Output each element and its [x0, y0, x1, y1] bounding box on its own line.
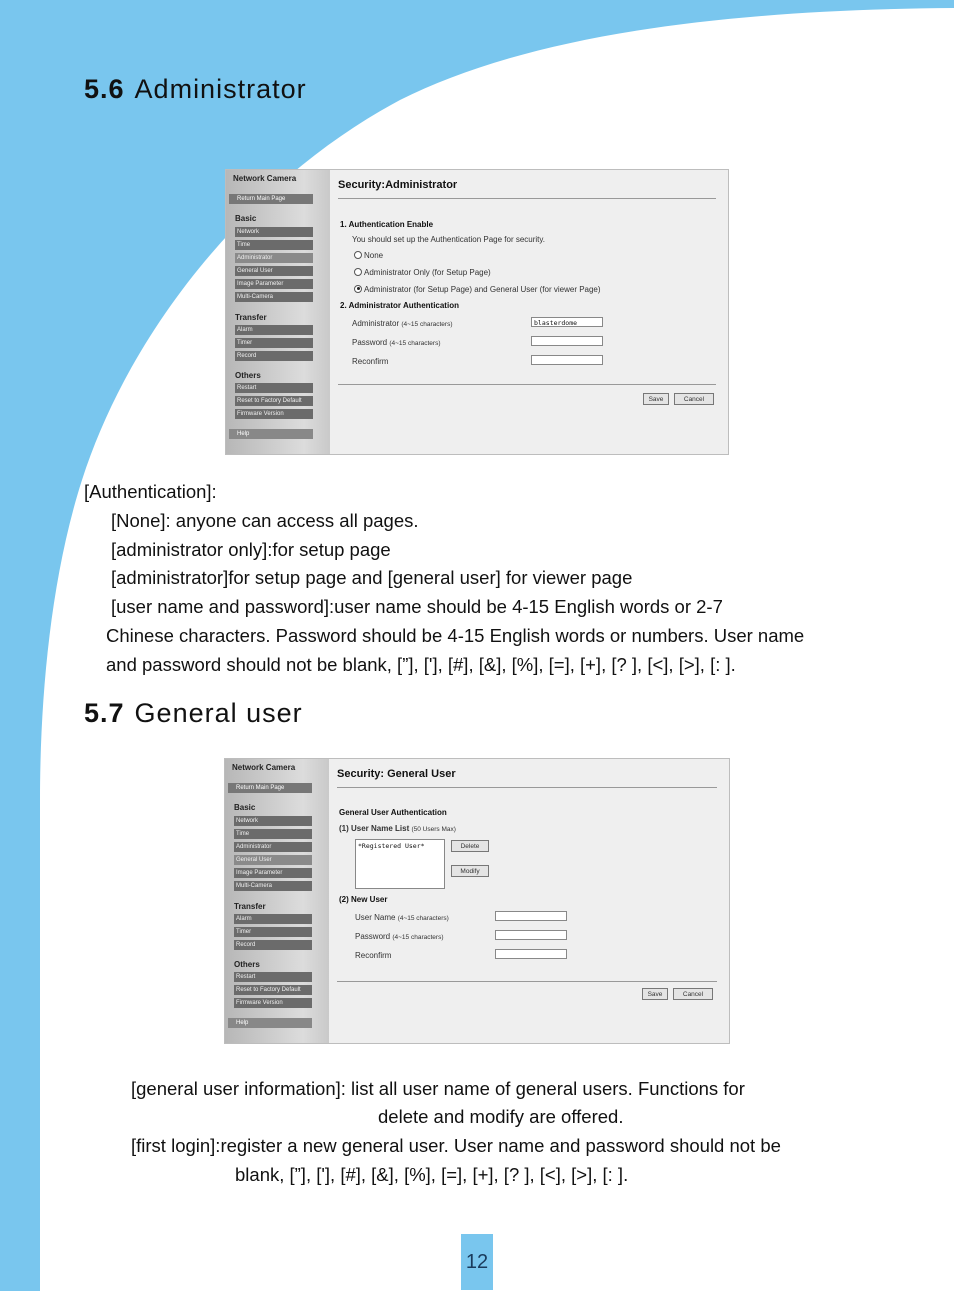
general-auth-heading: General User Authentication: [339, 808, 447, 817]
page-title: Security: General User: [337, 768, 456, 780]
sidebar-item-administrator[interactable]: Administrator: [234, 842, 312, 852]
radio-selected-icon[interactable]: [354, 285, 362, 293]
section-heading-administrator: [84, 74, 307, 105]
administrator-label: Administrator (4~15 characters): [352, 319, 453, 328]
step1-description: You should set up the Authentication Page for security.: [352, 235, 546, 244]
sidebar-item-administrator[interactable]: Administrator: [235, 253, 313, 263]
sidebar-item-time[interactable]: Time: [235, 240, 313, 250]
sidebar-item-firmware-version[interactable]: Firmware Version: [235, 409, 313, 419]
section-number: 5.6: [84, 74, 125, 104]
general-user-main-panel: [329, 759, 729, 1043]
divider: [337, 787, 717, 788]
sidebar-item-general-user[interactable]: General User: [234, 855, 312, 865]
step2-heading: 2. Administrator Authentication: [340, 301, 459, 310]
sidebar: [226, 170, 330, 454]
cancel-button[interactable]: Cancel: [674, 393, 714, 405]
sidebar-item-network[interactable]: Network: [234, 816, 312, 826]
help-link[interactable]: Help: [229, 429, 313, 439]
username-label: User Name (4~15 characters): [355, 913, 449, 922]
user-name-listbox[interactable]: *Registered User*: [355, 839, 445, 889]
auth-line-3: [administrator]for setup page and [general user] for viewer page: [111, 567, 633, 588]
reconfirm-input[interactable]: [495, 949, 567, 959]
group-transfer: Transfer: [234, 902, 266, 911]
section-title: Administrator: [134, 74, 307, 104]
general-line-3: blank, [”], ['], [#], [&], [%], [=], [+], [? ], [<], [>], [: ].: [235, 1164, 629, 1185]
help-link[interactable]: Help: [228, 1018, 312, 1028]
sidebar-item-factory-default[interactable]: Reset to Factory Default: [234, 985, 312, 995]
new-user-heading: (2) New User: [339, 895, 388, 904]
sidebar-item-restart[interactable]: Restart: [234, 972, 312, 982]
delete-button[interactable]: Delete: [451, 840, 489, 852]
page-title: Security:Administrator: [338, 179, 458, 191]
save-button[interactable]: Save: [643, 393, 669, 405]
option-admin-and-general[interactable]: Administrator (for Setup Page) and General User (for viewer Page): [354, 285, 601, 294]
administrator-screenshot: [225, 169, 729, 455]
return-main-page-link[interactable]: Return Main Page: [228, 783, 312, 793]
sidebar-item-image-parameter[interactable]: Image Parameter: [234, 868, 312, 878]
sidebar-item-multi-camera[interactable]: Multi-Camera: [234, 881, 312, 891]
section-title: General user: [134, 698, 303, 728]
sidebar-item-time[interactable]: Time: [234, 829, 312, 839]
general-line-0: [general user information]: list all user name of general users. Functions for: [131, 1078, 745, 1099]
password-label: Password (4~15 characters): [355, 932, 444, 941]
auth-line-4: [user name and password]:user name should be 4-15 English words or 2-7: [111, 596, 723, 617]
option-admin-only[interactable]: Administrator Only (for Setup Page): [354, 268, 491, 277]
radio-icon[interactable]: [354, 268, 362, 276]
password-input[interactable]: [495, 930, 567, 940]
sidebar-item-general-user[interactable]: General User: [235, 266, 313, 276]
admin-main-panel: [330, 170, 728, 454]
general-line-1: delete and modify are offered.: [378, 1106, 624, 1127]
save-button[interactable]: Save: [642, 988, 668, 1000]
sidebar-item-timer[interactable]: Timer: [234, 927, 312, 937]
section-number: 5.7: [84, 698, 125, 728]
auth-line-1: [None]: anyone can access all pages.: [111, 510, 419, 531]
group-basic: Basic: [234, 803, 256, 812]
sidebar-item-alarm[interactable]: Alarm: [235, 325, 313, 335]
password-input[interactable]: [531, 336, 603, 346]
general-user-screenshot: [224, 758, 730, 1044]
reconfirm-input[interactable]: [531, 355, 603, 365]
auth-line-2: [administrator only]:for setup page: [111, 539, 391, 560]
sidebar-item-factory-default[interactable]: Reset to Factory Default: [235, 396, 313, 406]
divider: [337, 981, 717, 982]
modify-button[interactable]: Modify: [451, 865, 489, 877]
group-basic: Basic: [235, 214, 257, 223]
group-transfer: Transfer: [235, 313, 267, 322]
option-none[interactable]: None: [354, 251, 383, 260]
brand-label: Network Camera: [232, 763, 296, 772]
sidebar-item-timer[interactable]: Timer: [235, 338, 313, 348]
brand-label: Network Camera: [233, 174, 297, 183]
auth-line-0: [Authentication]:: [84, 481, 217, 502]
return-main-page-link[interactable]: Return Main Page: [229, 194, 313, 204]
auth-line-5: Chinese characters. Password should be 4-15 English words or numbers. User name: [106, 625, 805, 646]
step1-heading: 1. Authentication Enable: [340, 220, 434, 229]
password-label: Password (4~15 characters): [352, 338, 441, 347]
reconfirm-label: Reconfirm: [355, 951, 392, 960]
sidebar-item-record[interactable]: Record: [235, 351, 313, 361]
auth-line-6: and password should not be blank, [”], ['], [#], [&], [%], [=], [+], [? ], [<], [>], [: ].: [106, 654, 736, 675]
sidebar: [225, 759, 329, 1043]
username-input[interactable]: [495, 911, 567, 921]
sidebar-item-alarm[interactable]: Alarm: [234, 914, 312, 924]
administrator-input[interactable]: blasterdome: [531, 317, 603, 327]
sidebar-item-restart[interactable]: Restart: [235, 383, 313, 393]
reconfirm-label: Reconfirm: [352, 357, 389, 366]
radio-icon[interactable]: [354, 251, 362, 259]
page-number: 12: [461, 1234, 493, 1290]
divider: [338, 198, 716, 199]
sidebar-item-record[interactable]: Record: [234, 940, 312, 950]
user-name-list-label: (1) User Name List (50 Users Max): [339, 824, 456, 833]
group-others: Others: [235, 371, 261, 380]
divider: [338, 384, 716, 385]
cancel-button[interactable]: Cancel: [673, 988, 713, 1000]
sidebar-item-image-parameter[interactable]: Image Parameter: [235, 279, 313, 289]
section-heading-general-user: [84, 698, 303, 729]
sidebar-item-firmware-version[interactable]: Firmware Version: [234, 998, 312, 1008]
group-others: Others: [234, 960, 260, 969]
sidebar-item-multi-camera[interactable]: Multi-Camera: [235, 292, 313, 302]
general-line-2: [first login]:register a new general user. User name and password should not be: [131, 1135, 781, 1156]
sidebar-item-network[interactable]: Network: [235, 227, 313, 237]
